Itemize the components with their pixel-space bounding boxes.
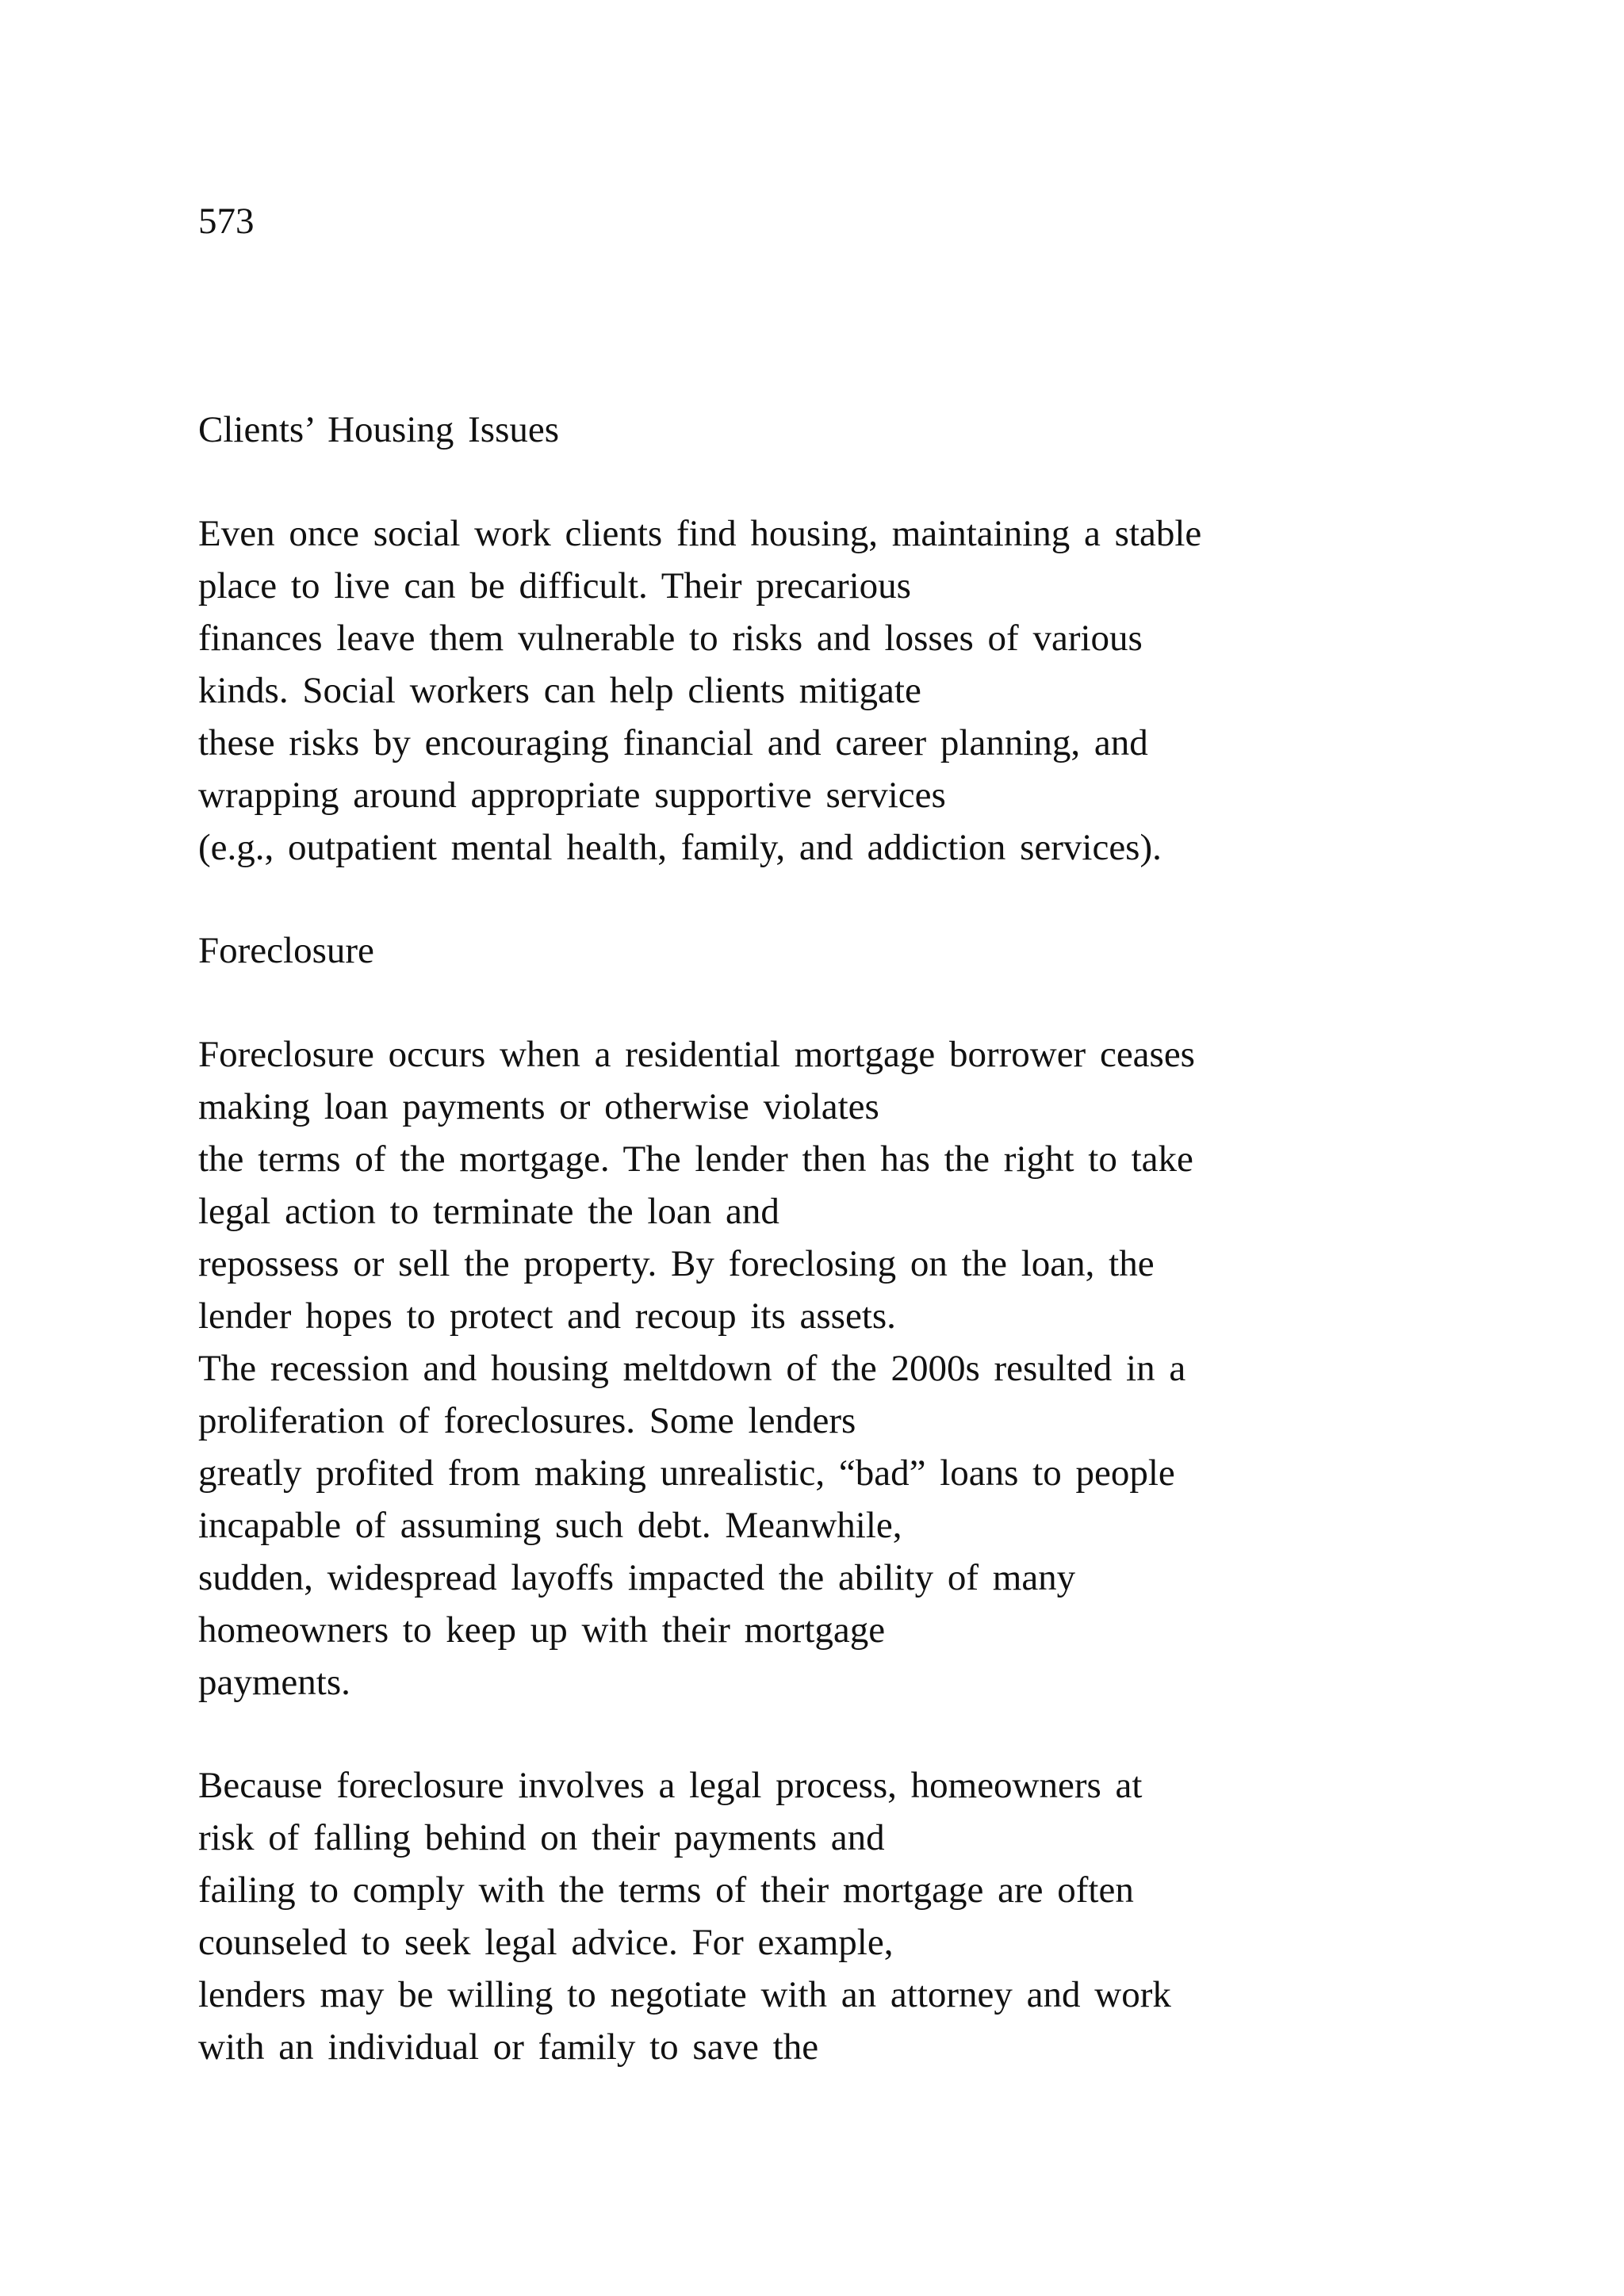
page-number: 573 — [198, 201, 255, 242]
paragraph-legal-advice — [198, 1759, 1546, 2073]
paragraph-line: the terms of the mortgage. The lender then has the right to take — [198, 1138, 1193, 1180]
paragraph-line: wrapping around appropriate supportive services — [198, 775, 946, 816]
paragraph-line: homeowners to keep up with their mortgage — [198, 1609, 886, 1651]
section-title: Clients’ Housing Issues — [198, 409, 560, 450]
paragraph-line: Foreclosure occurs when a residential mortgage borrower ceases — [198, 1034, 1195, 1075]
paragraph-line: counseled to seek legal advice. For example, — [198, 1922, 894, 1963]
paragraph-line: Because foreclosure involves a legal process, homeowners at — [198, 1765, 1143, 1806]
paragraph-line: failing to comply with the terms of their mortgage are often — [198, 1869, 1134, 1911]
paragraph-line: lenders may be willing to negotiate with an attorney and work — [198, 1974, 1171, 2015]
paragraph-line: place to live can be difficult. Their precarious — [198, 565, 911, 607]
paragraph-line: incapable of assuming such debt. Meanwhile, — [198, 1505, 902, 1546]
paragraph-line: Even once social work clients find housing, maintaining a stable — [198, 513, 1202, 554]
paragraph-line: repossess or sell the property. By foreclosing on the loan, the — [198, 1243, 1155, 1284]
paragraph-housing-issues — [198, 507, 1546, 874]
paragraph-line: The recession and housing meltdown of the 2000s resulted in a — [198, 1348, 1186, 1389]
paragraph-line: sudden, widespread layoffs impacted the ability of many — [198, 1557, 1076, 1598]
paragraph-line: payments. — [198, 1662, 350, 1703]
paragraph-line: these risks by encouraging financial and career planning, and — [198, 722, 1148, 763]
paragraph-line: (e.g., outpatient mental health, family, and addiction services). — [198, 827, 1162, 868]
paragraph-line: legal action to terminate the loan and — [198, 1191, 779, 1232]
subsection-title: Foreclosure — [198, 930, 374, 971]
paragraph-line: finances leave them vulnerable to risks and losses of various — [198, 618, 1143, 659]
paragraph-line: risk of falling behind on their payments and — [198, 1817, 885, 1858]
paragraph-foreclosure-definition — [198, 1028, 1546, 1709]
paragraph-line: kinds. Social workers can help clients mitigate — [198, 670, 921, 711]
paragraph-line: greatly profited from making unrealistic, “bad” loans to people — [198, 1452, 1175, 1494]
paragraph-line: with an individual or family to save the — [198, 2026, 819, 2068]
paragraph-line: making loan payments or otherwise violates — [198, 1086, 879, 1127]
paragraph-line: proliferation of foreclosures. Some lenders — [198, 1400, 856, 1441]
paragraph-line: lender hopes to protect and recoup its assets. — [198, 1295, 896, 1337]
